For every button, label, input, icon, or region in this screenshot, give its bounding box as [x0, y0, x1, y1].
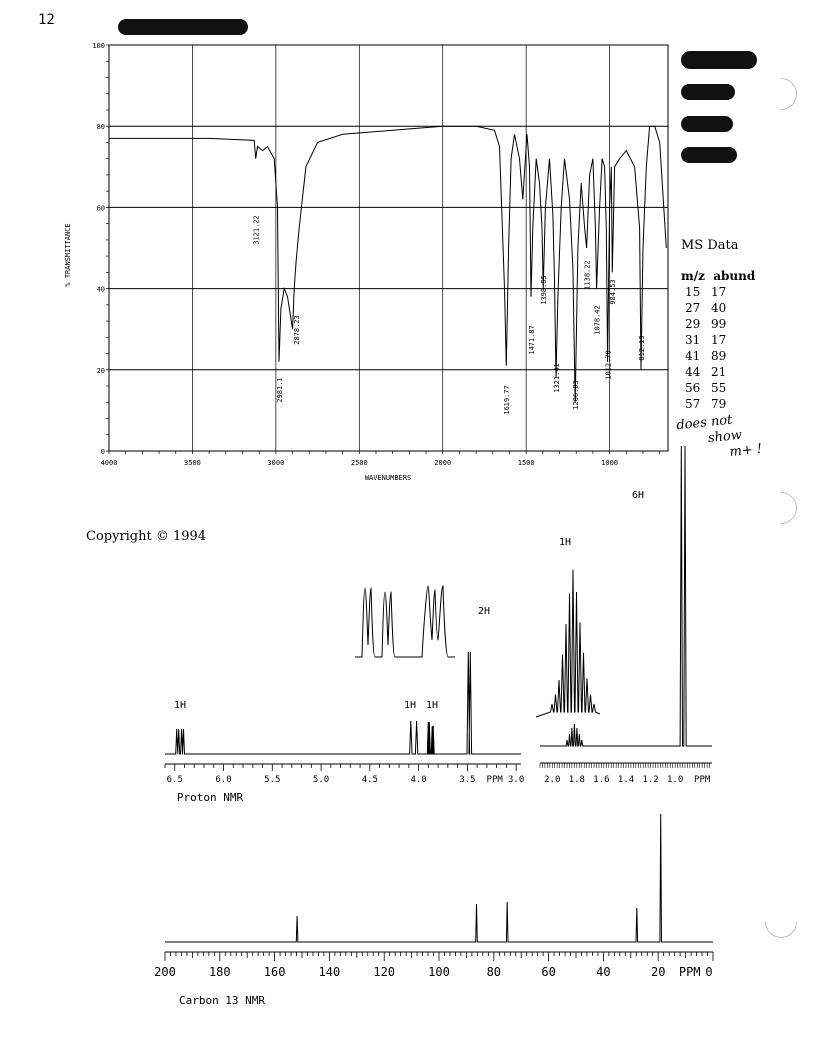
ir-peak-annotation: 2878.23	[293, 315, 302, 345]
ir-x-tick-label: 4000	[100, 459, 118, 467]
ms-abund-value: 17	[711, 285, 727, 299]
ir-peak-annotation: 1471.87	[527, 325, 536, 355]
carbon-nmr-tick-label: 120	[373, 965, 396, 979]
carbon-nmr-tick-label: 140	[318, 965, 341, 979]
proton-nmr-tick-label: 4.0	[410, 775, 427, 785]
proton-nmr-tick-label: 2.0	[544, 775, 561, 785]
proton-nmr-title: Proton NMR	[176, 791, 244, 804]
carbon-nmr-ppm-label: PPM	[678, 965, 701, 979]
ms-col-abund: abund	[713, 269, 756, 283]
ir-x-tick-label: 1000	[601, 459, 619, 467]
ms-col-mz: m/z	[681, 269, 705, 283]
ir-peak-annotation: 1619.77	[503, 385, 512, 415]
carbon-nmr-title: Carbon 13 NMR	[178, 994, 266, 1007]
proton-nmr-integration-label: 1H	[558, 537, 572, 548]
ms-mz-value: 41	[685, 349, 701, 363]
ms-note-line: does not	[675, 412, 734, 434]
proton-nmr-integration-label: 6H	[631, 490, 645, 501]
proton-nmr-tick-label: 1.6	[593, 775, 610, 785]
ir-peak-annotation: 1398.85	[540, 275, 549, 305]
proton-nmr-trace-left	[165, 652, 521, 754]
ir-y-tick-label: 60	[96, 204, 105, 213]
proton-nmr-tick-label: 1.2	[642, 775, 659, 785]
ir-peak-annotation: 3121.22	[252, 215, 261, 245]
copyright-notice: Copyright © 1994	[86, 529, 207, 544]
ir-peak-annotation: 1078.42	[593, 305, 602, 335]
proton-nmr-tick-label: 1.0	[667, 775, 684, 785]
ms-note-line: m+ !	[728, 441, 763, 460]
carbon-nmr-tick-label: 0	[705, 965, 713, 979]
carbon-nmr-tick-label: 40	[596, 965, 611, 979]
ms-abund-value: 99	[711, 317, 727, 331]
carbon-nmr-tick-label: 100	[428, 965, 450, 979]
ir-x-tick-label: 1500	[517, 459, 535, 467]
carbon-nmr-tick-label: 200	[154, 965, 176, 979]
proton-nmr-tick-label: 1.4	[617, 775, 635, 785]
ir-x-tick-label: 2500	[350, 459, 368, 467]
ir-y-tick-label: 100	[92, 42, 105, 50]
ir-peak-annotation: 2981.1	[276, 377, 285, 403]
carbon-nmr-tick-label: 160	[263, 965, 286, 979]
proton-nmr-integration-label: 1H	[425, 700, 439, 711]
ms-mz-value: 27	[685, 301, 701, 315]
ms-abund-value: 17	[711, 333, 727, 347]
ms-mz-value: 15	[685, 285, 701, 299]
ms-mz-value: 56	[685, 381, 701, 395]
proton-nmr-ppm-label: PPM	[694, 775, 711, 785]
ms-mz-value: 29	[685, 317, 701, 331]
proton-nmr-ppm-label: PPM	[486, 775, 503, 785]
carbon-nmr-tick-label: 60	[541, 965, 556, 979]
proton-nmr-tick-label: 5.5	[264, 775, 281, 785]
ir-peak-annotation: 984.53	[609, 279, 618, 305]
proton-nmr-tick-label: 6.5	[166, 775, 183, 785]
ms-abund-value: 79	[711, 397, 727, 411]
ir-peak-annotation: 1321.41	[552, 363, 561, 393]
ir-y-tick-label: 0	[100, 448, 105, 456]
ir-peak-annotation: 1206.03	[572, 380, 581, 410]
ms-abund-value: 55	[711, 381, 727, 395]
ir-x-tick-label: 2000	[434, 459, 452, 467]
ms-note-line: show	[707, 427, 743, 447]
carbon-nmr-tick-label: 20	[650, 965, 666, 979]
ms-abund-value: 21	[711, 365, 727, 379]
ir-y-tick-label: 40	[96, 285, 105, 294]
ms-mz-value: 44	[685, 365, 701, 379]
proton-nmr-trace-right	[540, 446, 712, 746]
proton-nmr-integration-label: 1H	[173, 700, 187, 711]
page-number: 12	[38, 12, 55, 28]
ms-abund-value: 40	[711, 301, 727, 315]
proton-nmr-multiplet-inset	[536, 570, 600, 717]
ir-peak-annotation: 812.13	[637, 335, 646, 361]
ir-y-tick-label: 80	[96, 123, 105, 132]
proton-nmr-tick-label: 6.0	[215, 775, 232, 785]
proton-nmr-tick-label: 3.5	[459, 775, 476, 785]
proton-nmr-tick-label: 3.0	[507, 775, 525, 785]
proton-nmr-tick-label: 1.8	[568, 775, 585, 785]
proton-nmr-integration-label: 2H	[477, 606, 491, 617]
ir-x-tick-label: 3000	[267, 459, 285, 467]
ir-peak-annotation: 1012.78	[604, 350, 613, 380]
carbon-nmr-tick-label: 80	[486, 965, 502, 979]
ms-mz-value: 57	[685, 397, 701, 411]
ir-y-tick-label: 20	[96, 366, 105, 375]
proton-nmr-tick-label: 4.5	[361, 775, 378, 785]
ms-abund-value: 89	[711, 349, 727, 363]
ir-peak-annotation: 1138.22	[583, 260, 592, 290]
proton-nmr-inset-trace	[355, 586, 455, 657]
proton-nmr-integration-label: 1H	[403, 700, 417, 711]
ms-mz-value: 31	[685, 333, 701, 347]
ir-x-axis-label: WAVENUMBERS	[364, 474, 412, 482]
ir-frame	[109, 45, 668, 451]
ir-x-tick-label: 3500	[184, 459, 201, 467]
ms-data-title: MS Data	[681, 238, 739, 253]
proton-nmr-tick-label: 5.0	[312, 775, 330, 785]
carbon-nmr-tick-label: 180	[208, 965, 231, 979]
carbon-nmr-trace	[165, 814, 713, 942]
ir-y-axis-label: % TRANSMITTANCE	[64, 223, 72, 287]
